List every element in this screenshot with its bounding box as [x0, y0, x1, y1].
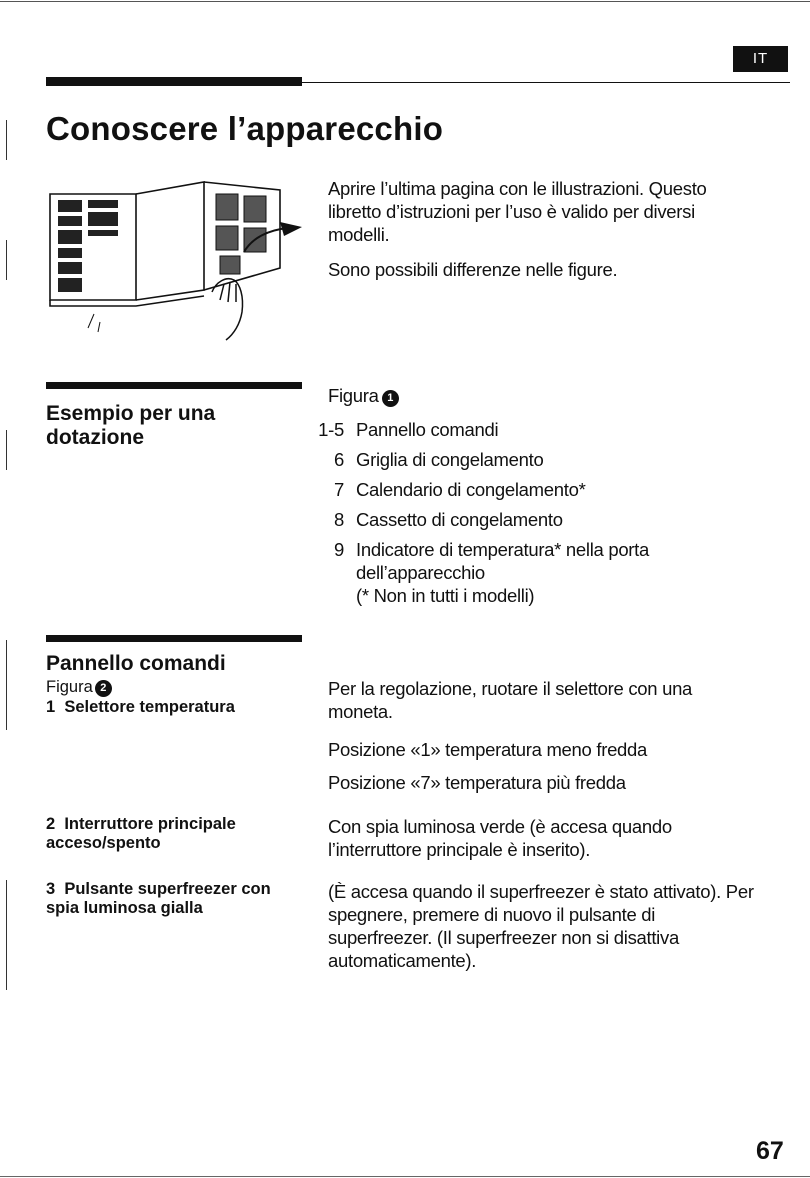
scan-mark — [6, 120, 7, 160]
list-item — [312, 538, 732, 584]
header-rule-thick — [46, 77, 302, 86]
list-item-number: 1-5 — [318, 419, 344, 440]
list-footnote-row — [312, 584, 732, 607]
intro-note: Sono possibili differenze nelle figure. — [328, 259, 618, 280]
equipment-list — [312, 418, 732, 614]
section-rule — [46, 382, 302, 389]
scan-edge-top — [0, 1, 810, 2]
control-label-main-switch: 2 Interruttore principale acceso/spento — [46, 815, 241, 852]
scan-mark — [6, 240, 7, 280]
scan-mark — [6, 640, 7, 730]
section-heading-control-panel: Pannello comandi — [46, 652, 226, 675]
page-number: 67 — [756, 1137, 784, 1165]
figure-number-badge: 2 — [95, 680, 112, 697]
figure-reference — [328, 384, 399, 407]
control-label-superfreezer-button: 3 Pulsante superfreezer con spia luminosa gialla — [46, 880, 276, 917]
scan-mark — [6, 880, 7, 990]
list-item-number: 6 — [334, 449, 344, 470]
control-description: Con spia luminosa verde (è accesa quando l’interruttore principale è inserito). — [328, 816, 672, 860]
section-heading-equipment: Esempio per una dotazione — [46, 402, 216, 449]
list-item-number: 7 — [334, 479, 344, 500]
language-badge: IT — [733, 46, 788, 72]
control-description: Posizione «7» temperatura più fredda — [328, 772, 626, 793]
figure-label: Figura — [46, 678, 93, 696]
control-label-temperature-selector: 1 Selettore temperatura — [46, 698, 235, 716]
control-description: Per la regolazione, ruotare il selettore con una moneta. — [328, 678, 693, 722]
list-item — [312, 478, 732, 501]
list-item-text: Pannello comandi — [356, 419, 499, 440]
list-item-text: Indicatore di temperatura* nella porta dell’apparecchio — [356, 539, 650, 583]
list-item — [312, 448, 732, 471]
booklet-illustration-icon — [44, 172, 304, 342]
page-title: Conoscere l’apparecchio — [46, 110, 444, 147]
list-item-text: Calendario di congelamento* — [356, 479, 586, 500]
intro-paragraph: Aprire l’ultima pagina con le illustrazioni. Questo libretto d’istruzioni per l’uso è valido per diversi modelli. — [328, 178, 707, 245]
list-item — [312, 508, 732, 531]
figure-number-badge: 1 — [382, 390, 399, 407]
header-rule-thin — [302, 82, 790, 83]
footnote: (* Non in tutti i modelli) — [356, 585, 535, 606]
list-item-text: Cassetto di congelamento — [356, 509, 563, 530]
scan-edge-bottom — [0, 1176, 810, 1177]
list-item-number: 9 — [334, 539, 344, 560]
figure-label: Figura — [328, 385, 379, 406]
figure-reference — [46, 678, 112, 697]
section-rule — [46, 635, 302, 642]
control-description: Posizione «1» temperatura meno fredda — [328, 739, 648, 760]
list-item-number: 8 — [334, 509, 344, 530]
list-item-text: Griglia di congelamento — [356, 449, 544, 470]
list-item — [312, 418, 732, 441]
control-description: (È accesa quando il superfreezer è stato attivato). Per spegnere, premere di nuovo il pulsante di superfreezer. (Il superfreezer non si disattiva automaticamente). — [328, 881, 754, 971]
scan-mark — [6, 430, 7, 470]
